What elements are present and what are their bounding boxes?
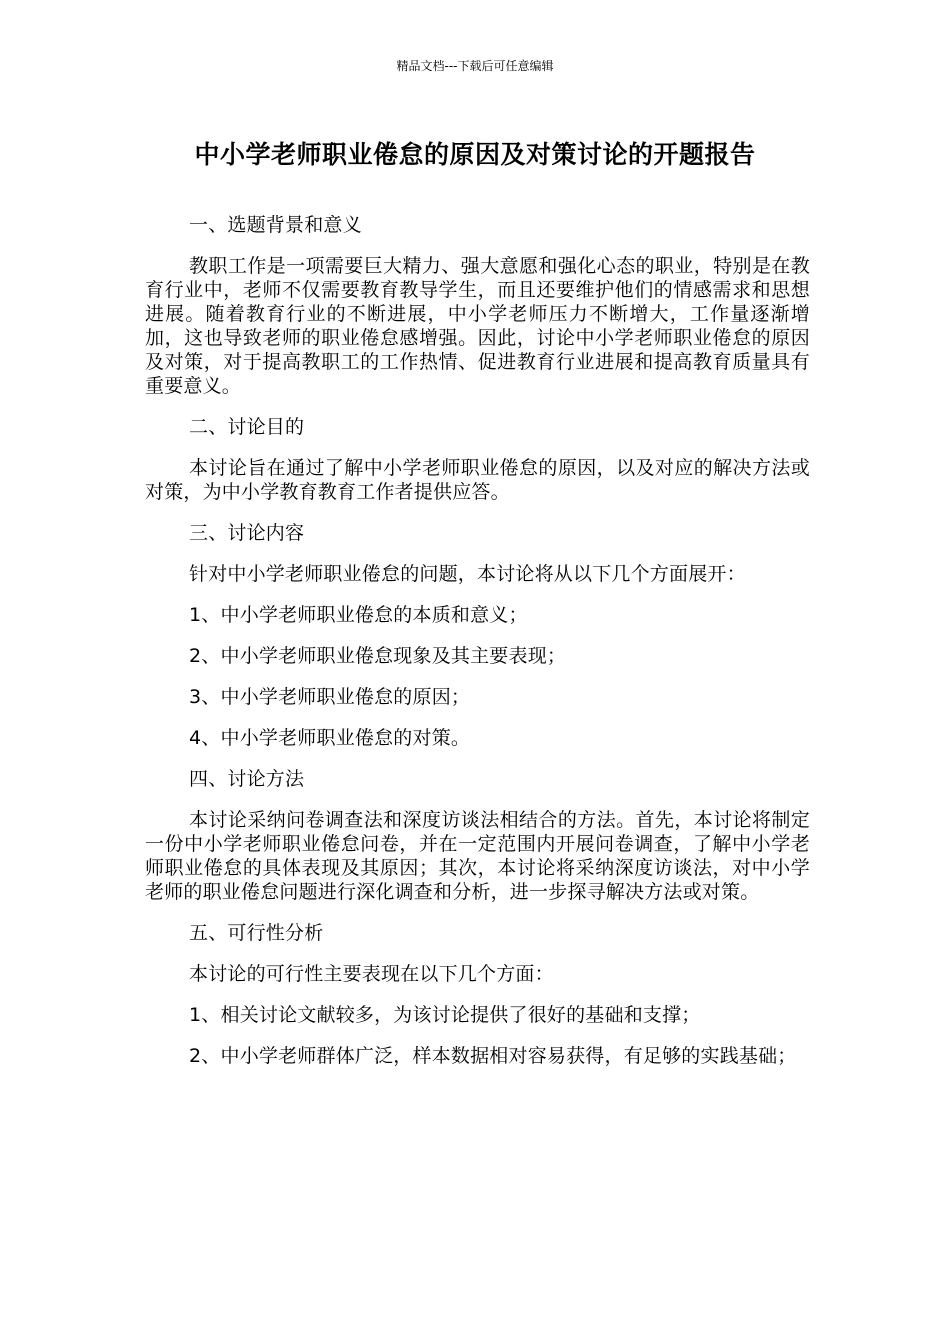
- paragraph-feasibility-intro: 本讨论的可行性主要表现在以下几个方面：: [189, 963, 554, 985]
- document-body: [145, 213, 810, 1085]
- paragraph-purpose: 本讨论旨在通过了解中小学老师职业倦怠的原因，以及对应的解决方法或对策，为中小学教育教育工作者提供应答。: [145, 457, 810, 503]
- list-item: 4、中小学老师职业倦怠的对策。: [189, 727, 471, 749]
- list-item: 3、中小学老师职业倦怠的原因；: [189, 686, 471, 708]
- paragraph-content-intro: 针对中小学老师职业倦怠的问题，本讨论将从以下几个方面展开：: [189, 563, 746, 585]
- header-note: 精品文档---下载后可任意编辑: [396, 59, 554, 73]
- paragraph-method: 本讨论采纳问卷调查法和深度访谈法相结合的方法。首先，本讨论将制定一份中小学老师职业倦怠问卷，并在一定范围内开展问卷调查，了解中小学老师职业倦怠的具体表现及其原因；其次，本讨论将采纳深度访谈法，对中小学老师的职业倦怠问题进行深化调查和分析，进一步探寻解决方法或对策。: [145, 809, 810, 903]
- list-item: 2、中小学老师职业倦怠现象及其主要表现；: [189, 645, 567, 667]
- list-item: 1、相关讨论文献较多，为该讨论提供了很好的基础和支撑；: [189, 1004, 701, 1026]
- document-title: 中小学老师职业倦怠的原因及对策讨论的开题报告: [194, 140, 756, 169]
- section-heading-content: 三、讨论内容: [189, 522, 305, 544]
- section-heading-feasibility: 五、可行性分析: [189, 922, 324, 944]
- section-heading-method: 四、讨论方法: [189, 768, 305, 790]
- section-heading-background: 一、选题背景和意义: [189, 214, 362, 236]
- list-item: 2、中小学老师群体广泛，样本数据相对容易获得，有足够的实践基础；: [189, 1045, 797, 1067]
- paragraph-background: 教职工作是一项需要巨大精力、强大意愿和强化心态的职业，特别是在教育行业中，老师不仅需要教育教导学生，而且还要维护他们的情感需求和思想进展。随着教育行业的不断进展，中小学老师压力不断增大，工作量逐渐增加，这也导致老师的职业倦怠感增强。因此，讨论中小学老师职业倦怠的原因及对策，对于提高教职工的工作热情、促进教育行业进展和提高教育质量具有重要意义。: [145, 255, 810, 397]
- section-heading-purpose: 二、讨论目的: [189, 416, 305, 438]
- list-item: 1、中小学老师职业倦怠的本质和意义；: [189, 604, 528, 626]
